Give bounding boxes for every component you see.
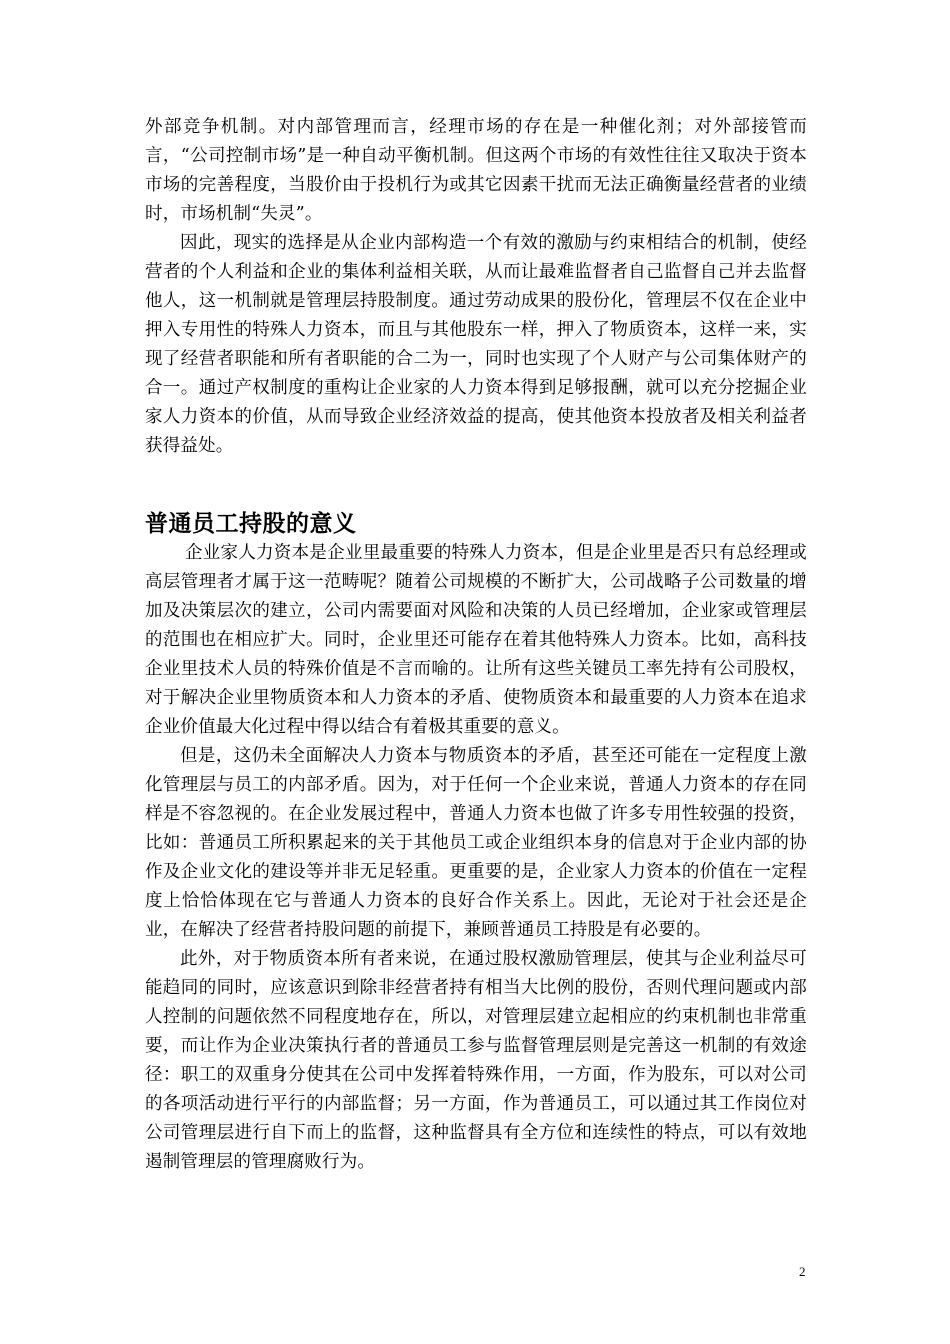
section-spacer: [145, 461, 807, 509]
page-content: [145, 113, 807, 1177]
paragraph-internal-conflict: 但是，这仍未全面解决人力资本与物质资本的矛盾，甚至还可能在一定程度上激化管理层与员工的内部矛盾。因为，对于任何一个企业来说，普通人力资本的存在同样是不容忽视的。在企业发展过程中，普通人力资本也做了许多专用性较强的投资，比如：普通员工所积累起来的关于其他员工或企业组织本身的信息对于企业内部的协作及企业文化的建设等并非无足轻重。更重要的是，企业家人力资本的价值在一定程度上恰恰体现在它与普通人力资本的良好合作关系上。因此，无论对于社会还是企业，在解决了经营者持股问题的前提下，兼顾普通员工持股是有必要的。: [145, 746, 807, 940]
paragraph-continued: 外部竞争机制。对内部管理而言，经理市场的存在是一种催化剂；对外部接管而言，“公司控制市场”是一种自动平衡机制。但这两个市场的有效性往往又取决于资本市场的完善程度，当股价由于投机行为或其它因素干扰而无法正确衡量经营者的业绩时，市场机制“失灵”。: [145, 117, 807, 224]
page-number: 2: [799, 1264, 806, 1279]
paragraph-management-shareholding: 因此，现实的选择是从企业内部构造一个有效的激励与约束相结合的机制，使经营者的个人利益和企业的集体利益相关联，从而让最难监督者自己监督自己并去监督他人，这一机制就是管理层持股制度。通过劳动成果的股份化，管理层不仅在企业中押入专用性的特殊人力资本，而且与其他股东一样，押入了物质资本，这样一来，实现了经营者职能和所有者职能的合二为一，同时也实现了个人财产与公司集体财产的合一。通过产权制度的重构让企业家的人力资本得到足够报酬，就可以充分挖掘企业家人力资本的价值，从而导致企业经济效益的提高，使其他资本投放者及相关利益者获得益处。: [145, 233, 807, 456]
section-heading: 普通员工持股的意义: [145, 511, 357, 537]
paragraph-supervision: 此外，对于物质资本所有者来说，在通过股权激励管理层，使其与企业利益尽可能趋同的同时，应该意识到除非经营者持有相当大比例的股份，否则代理问题或内部人控制的问题依然不同程度地存在，所以，对管理层建立起相应的约束机制也非常重要，而让作为企业决策执行者的普通员工参与监督管理层则是完善这一机制的有效途径：职工的双重身分使其在公司中发挥着特殊作用，一方面，作为股东，可以对公司的各项活动进行平行的内部监督；另一方面，作为普通员工，可以通过其工作岗位对公司管理层进行自下而上的监督，这种监督具有全方位和连续性的特点，可以有效地遏制管理层的管理腐败行为。: [145, 949, 807, 1172]
paragraph-entrepreneur-capital: 企业家人力资本是企业里最重要的特殊人力资本，但是企业里是否只有总经理或高层管理者才属于这一范畴呢？随着公司规模的不断扩大，公司战略子公司数量的增加及决策层次的建立，公司内需要面对风险和决策的人员已经增加，企业家或管理层的范围也在相应扩大。同时，企业里还可能存在着其他特殊人力资本。比如，高科技企业里技术人员的特殊价值是不言而喻的。让所有这些关键员工率先持有公司股权，对于解决企业里物质资本和人力资本的矛盾、使物质资本和最重要的人力资本在追求企业价值最大化过程中得以结合有着极其重要的意义。: [145, 543, 807, 737]
